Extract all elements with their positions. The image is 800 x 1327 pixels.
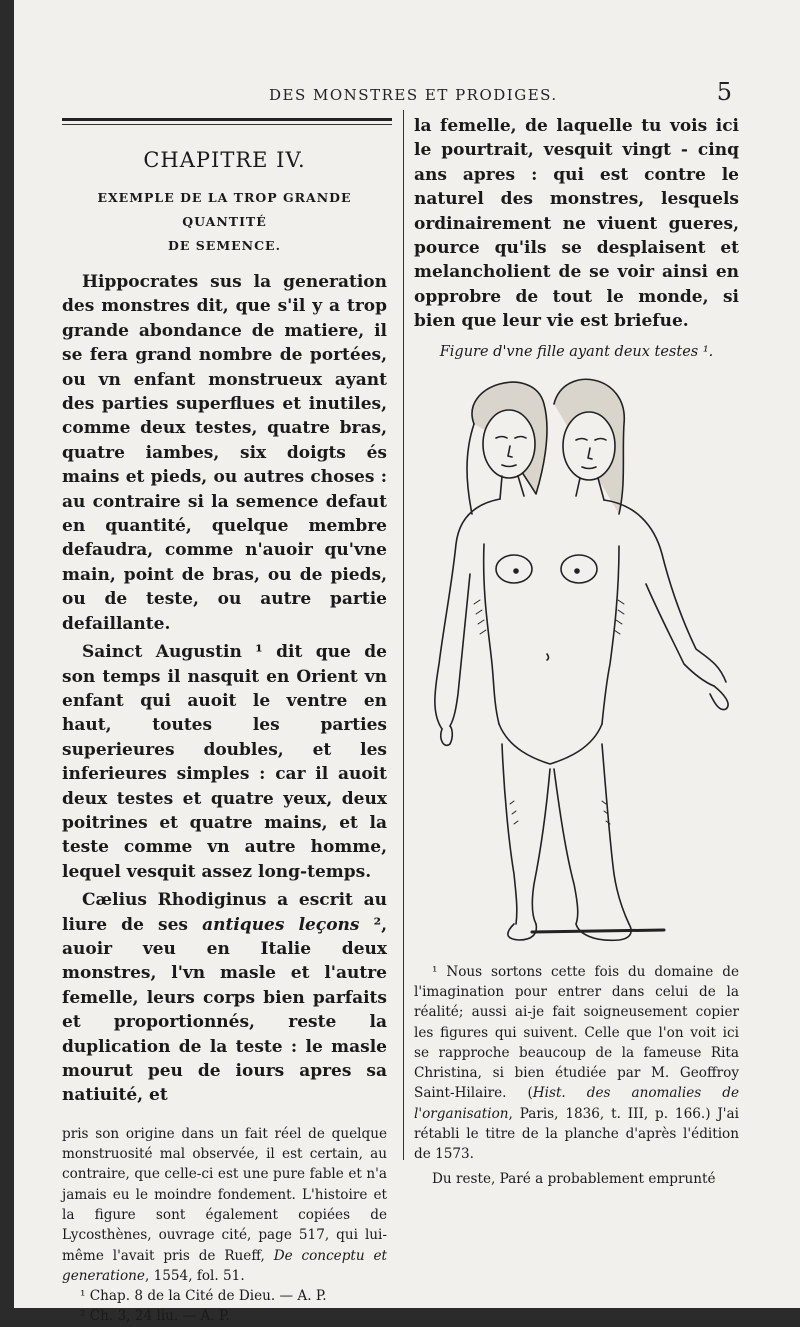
book-page bbox=[14, 0, 800, 1325]
rhodiginus-book-title: antiques leçons bbox=[202, 914, 360, 935]
note-continuation-title: De conceptu et generatione bbox=[62, 1247, 387, 1284]
figure-footnote bbox=[414, 962, 739, 1165]
rhodiginus-text-b: ², auoir veu en Italie deux monstres, l'vn masle et l'autre femelle, leurs corps bien parfaits et proportionnés, reste la duplication de la teste : le masle mourut peu de iours apres sa natiuité, et bbox=[62, 914, 387, 1106]
chapter-subtitle-line2: DE SEMENCE. bbox=[168, 238, 281, 253]
figure-footnote-text-b: , Paris, 1836, t. III, p. 166.) J'ai rétabli le titre de la planche d'après l'édition de 1573. bbox=[414, 1105, 739, 1163]
page-number: 5 bbox=[716, 78, 732, 106]
chapter-title: CHAPITRE IV. bbox=[143, 148, 306, 172]
figure-caption: Figure d'vne fille ayant deux testes ¹. bbox=[439, 343, 714, 360]
chapter-subtitle-line1: EXEMPLE DE LA TROP GRANDE QUANTITÉ bbox=[97, 190, 352, 229]
paragraph-femelle: la femelle, de laquelle tu vois ici le pourtrait, vesquit vingt - cinq ans apres : qui est contre le naturel des monstres, lesquels ordinairement ne viuent gueres, pource qu'ils se desplaisent et melancholient de se voir ainsi en opprobre de tout le monde, si bien que leur vie est briefue. bbox=[414, 116, 739, 332]
chapter-subtitle bbox=[62, 186, 387, 258]
rhodiginus-text-a: Cælius Rhodiginus a escrit au liure de ses bbox=[62, 890, 387, 935]
left-column bbox=[62, 130, 387, 1327]
right-notes bbox=[414, 962, 739, 1189]
right-column bbox=[414, 114, 739, 1189]
note-continuation-end: , 1554, fol. 51. bbox=[144, 1267, 245, 1284]
note-continuation bbox=[62, 1124, 387, 1286]
footnote-1: ¹ Chap. 8 de la Cité de Dieu. — A. P. bbox=[80, 1288, 327, 1305]
figure-footnote-text-a: ¹ Nous sortons cette fois du domaine de l'imagination pour entrer dans celui de la réalité; aussi ai-je fait soigneusement copier les figures qui suivent. Celle que l'on voit ici se rapproche beaucoup de la fameuse Rita Christina, si bien étudiée par M. Geoffroy Saint-Hilaire. ( bbox=[414, 963, 739, 1102]
top-rule bbox=[62, 118, 392, 121]
running-head: DES MONSTRES ET PRODIGES. bbox=[269, 86, 558, 104]
footnote-continuation-start: Du reste, Paré a probablement emprunté bbox=[432, 1170, 716, 1187]
note-continuation-text: pris son origine dans un fait réel de quelque monstruosité mal observée, il est certain, au contraire, que celle-ci est une pure fable et n'a jamais eu le moindre fondement. L'histoire et la figure sont également copiées de Lycosthènes, ouvrage cité, page 517, qui lui-même l'avait pris de Rueff, bbox=[62, 1125, 387, 1264]
top-rule-thin bbox=[62, 124, 392, 125]
paragraph-hippocrates: Hippocrates sus la generation des monstres dit, que s'il y a trop grande abondance de matiere, il se fera grand nombre de portées, ou vn enfant monstrueux ayant des parties superflues et inutiles, comme deux testes, quatre bras, quatre iambes, six doigts és mains et pieds, ou autres choses : au contraire si la semence defaut en quantité, quelque membre defaudra, comme n'auoir qu'vne main, point de bras, ou de pieds, ou de teste, ou autre partie defaillante. bbox=[62, 272, 387, 634]
footnote-2: ² Ch. 3, 24 liu. — A. P. bbox=[80, 1308, 230, 1325]
paragraph-augustin: Sainct Augustin ¹ dit que de son temps il nasquit en Orient vn enfant qui auoit le ventre en haut, toutes les parties superieures doubles, et les inferieures simples : car il auoit deux testes et quatre yeux, deux poitrines et quatre mains, et la teste comme vn autre homme, lequel vesquit assez long-temps. bbox=[62, 642, 387, 882]
figure-footnote-reference: Hist. des anomalies de l'organisation bbox=[414, 1085, 739, 1122]
column-divider bbox=[403, 110, 404, 1160]
conjoined-twins-figure bbox=[414, 364, 739, 944]
paragraph-rhodiginus bbox=[62, 888, 387, 1108]
